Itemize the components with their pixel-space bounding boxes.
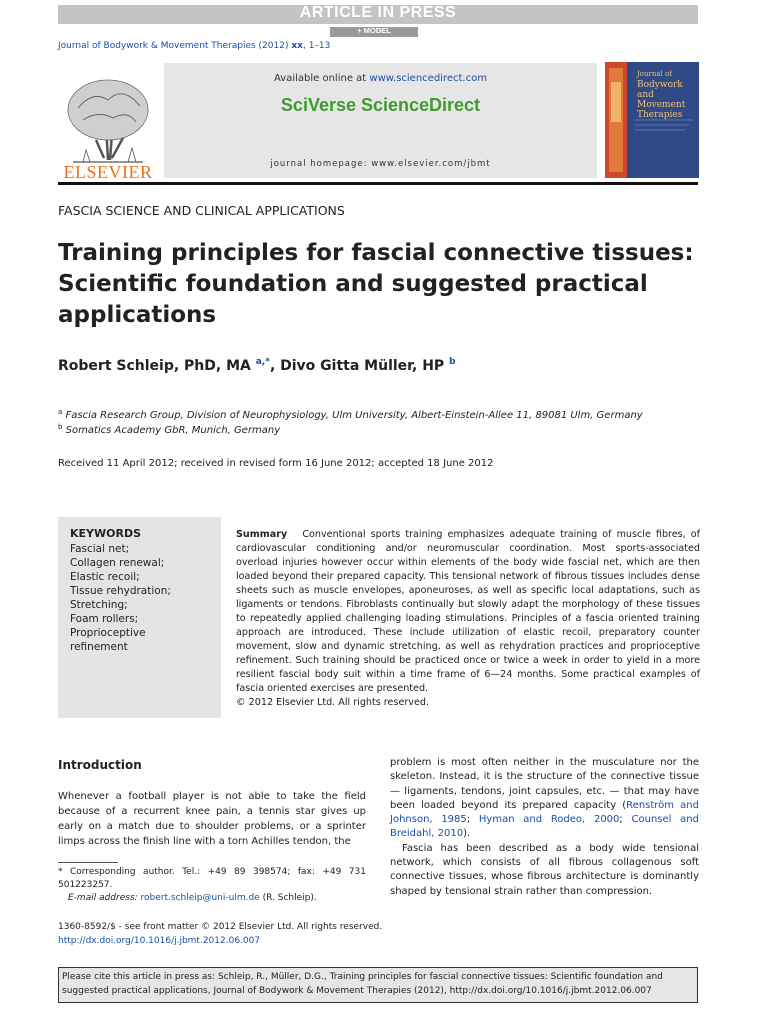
citation-text: Please cite this article in press as: Schleip, R., Müller, D.G., Training principles for fascial connective tissues: Scientific foundation and suggested practical applications, Journal of Bodywork & Movement Therapies (2012), http://dx.doi.org/10.1016/j.jbmt.2012.06.007 [62,972,663,996]
reference-link[interactable]: Renström and Johnson, 1985 [390,799,699,826]
right-paragraph-2: Fascia has been described as a body wide tensional network, which consists of all fibrous collagenous soft connective tissues, whose fibrous architecture is dominantly shaped by tensional strain rather than compression. [390,842,699,897]
abstract-summary [236,528,700,710]
title-line-1: Training principles for fascial connective tissues: [58,240,694,266]
journal-pages: , 1–13 [302,41,331,51]
available-online-line: Available online at www.sciencedirect.com [274,73,487,84]
reference-link[interactable]: Counsel and Breidahl, 2010 [390,814,699,840]
keyword-item: Proprioceptive [70,627,146,639]
cover-title-line-1: Journal of [637,70,672,78]
journal-reference[interactable] [58,41,330,51]
sciencedirect-link[interactable]: www.sciencedirect.com [369,73,487,84]
introduction-heading: Introduction [58,758,142,772]
title-line-3: applications [58,302,217,328]
cover-title-line-5: Therapies [637,110,683,120]
keyword-item: refinement [70,641,128,653]
section-label: FASCIA SCIENCE AND CLINICAL APPLICATIONS [58,203,345,218]
reference-link[interactable]: Hyman and Rodeo, 2000 [478,814,620,826]
model-label: + MODEL [357,26,391,35]
summary-copyright: © 2012 Elsevier Ltd. All rights reserved. [236,697,430,708]
introduction-left-paragraph: Whenever a football player is not able to take the field because of a recurrent knee pain, a tennis star gives up early on a match due to shoulder problems, or a sprinter limps across the finish line with a torn Achilles tendon, the [58,791,366,847]
affiliation-a: $^a$ Fascia Research Group, Division of Neurophysiology, Ulm University, Albert-Einstein-Allee 11, 89081 Ulm, Germany [58,408,643,421]
keyword-item: Elastic recoil; [70,571,140,583]
elsevier-wordmark: ELSEVIER [63,162,153,182]
keyword-item: Fascial net; [70,543,130,555]
corresponding-author-footnote: * Corresponding author. Tel.: +49 89 398574; fax: +49 731 501223257. E-mail address: robert.schleip@uni-ulm.de (R. Schleip). [58,867,366,903]
right-column [390,756,699,899]
journal-name: Journal of Bodywork & Movement Therapies (2012) [58,41,289,51]
author-list: Robert Schleip, PhD, MA $^{a,*}$, Divo Gitta Müller, HP $^b$ [58,357,456,374]
front-matter [58,920,382,948]
cover-title-line-3: and [637,90,654,100]
corresponding-author-text: * Corresponding author. Tel.: +49 89 398574; fax: +49 731 501223257. [58,867,366,890]
keyword-item: Collagen renewal; [70,557,165,569]
keyword-item: Stretching; [70,599,128,611]
author-2-name[interactable]: Divo Gitta Müller, HP [280,358,450,374]
author-1-name[interactable]: Robert Schleip, PhD, MA [58,358,256,374]
received-dates: Received 11 April 2012; received in revised form 16 June 2012; accepted 18 June 2012 [58,458,494,469]
keyword-item: Tissue rehydration; [70,585,171,597]
summary-heading: Summary [236,529,288,540]
journal-homepage-line[interactable]: journal homepage: www.elsevier.com/jbmt [270,159,491,169]
journal-volume: xx [291,41,303,51]
keyword-item: Foam rollers; [70,613,139,625]
author-1-affiliation-mark[interactable]: a,* [255,357,270,367]
doi-link[interactable]: http://dx.doi.org/10.1016/j.jbmt.2012.06.007 [58,936,261,946]
title-line-2: Scientific foundation and suggested practical [58,271,648,297]
keywords-heading: KEYWORDS [70,527,142,540]
front-matter-line: 1360-8592/$ - see front matter © 2012 Elsevier Ltd. All rights reserved. [58,922,383,932]
article-title [58,238,708,331]
author-2-affiliation-mark[interactable]: b [449,357,456,367]
cover-title-line-4: Movement [637,100,686,110]
summary-text: Conventional sports training emphasizes adequate training of muscle fibres, of cardiovascular conditioning and/or neuromuscular coordination. Most sports-associated overload injuries however occur within elements of the body wide fascial net, which are then loaded beyond their prepared capacity. This tensional network of fibrous tissues includes dense sheets such as muscle envelopes, aponeuroses, as well as specific local adaptations, such as ligaments or tendons. Fibroblasts continually but slowly adapt the morphology of these tissues to repeatedly applied challenging loading stimulations. Principles of a fascia oriented training approach are introduced. These include utilization of elastic recoil, preparatory counter movement, slow and dynamic stretching, as well as rehydration practices and proprioceptive refinement. Such training should be practiced once or twice a week in order to yield in a more resilient fascial body suit within a time frame of 6—24 months. Some practical examples of fascia oriented exercises are presented. [236,529,701,694]
author-email-link[interactable]: robert.schleip@uni-ulm.de [140,893,260,903]
right-paragraph-1: problem is most often neither in the musculature nor the skeleton. Instead, it is the structure of the connective tissue — ligaments, tendons, joint capsules, etc. — that may have been loaded beyond its prepared capacity (Renström and Johnson, 1985; Hyman and Rodeo, 2000; Counsel and Breidahl, 2010). [390,757,699,840]
header-rule [58,182,698,185]
footnote-rule [58,862,118,863]
affiliation-b: $^b$ Somatics Academy GbR, Munich, Germany [58,423,281,436]
journal-cover-thumbnail[interactable] [605,62,699,178]
sciverse-sciencedirect-logo: SciVerse ScienceDirect [280,95,481,115]
cover-title-line-2: Bodywork [637,80,683,90]
article-in-press-label: ARTICLE IN PRESS [299,4,457,21]
